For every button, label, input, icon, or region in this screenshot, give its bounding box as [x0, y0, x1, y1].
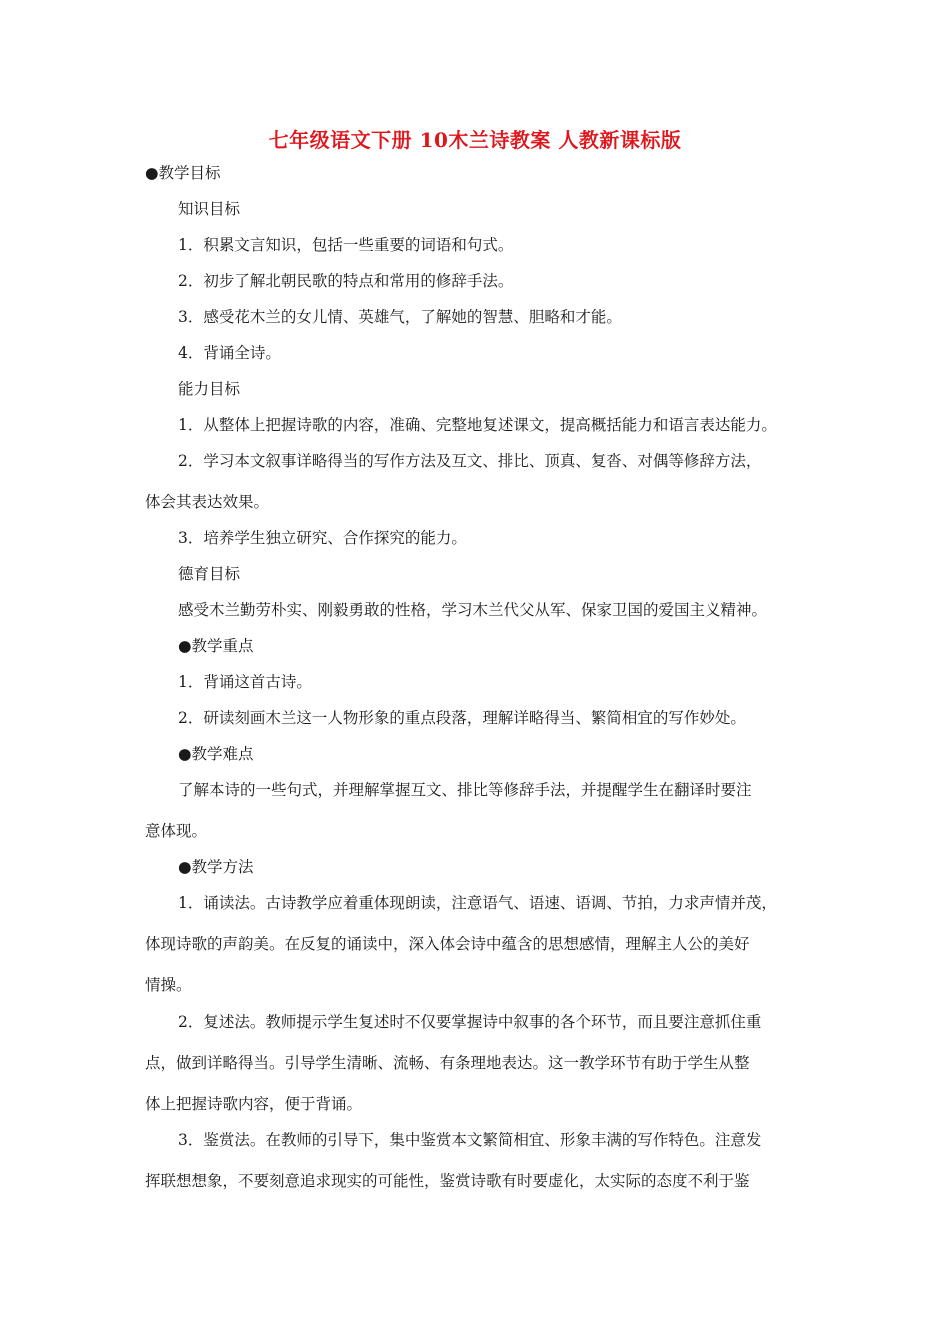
subheading-moral-goals: 德育目标 [178, 565, 241, 583]
knowledge-item-2: 2．初步了解北朝民歌的特点和常用的修辞手法。 [178, 272, 514, 290]
method-1-line-1: 1．诵读法。古诗教学应着重体现朗读，注意语气、语速、语调、节拍，力求声情并茂， [178, 894, 777, 912]
method-2-line-3: 体上把握诗歌内容，便于背诵。 [145, 1095, 363, 1113]
method-3-line-1: 3．鉴赏法。在教师的引导下，集中鉴赏本文繁简相宜、形象丰满的写作特色。注意发 [178, 1131, 762, 1149]
section-heading-difficulties: ●教学难点 [178, 745, 254, 763]
knowledge-item-4: 4．背诵全诗。 [178, 344, 281, 362]
document-title: 七年级语文下册 10木兰诗教案 人教新课标版 [268, 128, 682, 152]
knowledge-item-3: 3．感受花木兰的女儿情、英雄气，了解她的智慧、胆略和才能。 [178, 308, 622, 326]
subheading-knowledge-goals: 知识目标 [178, 200, 241, 218]
method-1-line-3: 情操。 [145, 976, 192, 994]
ability-item-3: 3．培养学生独立研究、合作探究的能力。 [178, 529, 467, 547]
ability-item-1: 1．从整体上把握诗歌的内容，准确、完整地复述课文，提高概括能力和语言表达能力。 [178, 416, 777, 434]
section-heading-key-points: ●教学重点 [178, 637, 254, 655]
key-point-1: 1．背诵这首古诗。 [178, 673, 312, 691]
ability-item-2-continued: 体会其表达效果。 [145, 493, 270, 511]
moral-goal-text: 感受木兰勤劳朴实、刚毅勇敢的性格，学习木兰代父从军、保家卫国的爱国主义精神。 [178, 601, 768, 619]
method-2-line-2: 点，做到详略得当。引导学生清晰、流畅、有条理地表达。这一教学环节有助于学生从整 [145, 1054, 750, 1072]
method-1-line-2: 体现诗歌的声韵美。在反复的诵读中，深入体会诗中蕴含的思想感情，理解主人公的美好 [145, 935, 750, 953]
section-heading-teaching-goals: ●教学目标 [145, 164, 221, 182]
knowledge-item-1: 1．积累文言知识，包括一些重要的词语和句式。 [178, 236, 514, 254]
key-point-2: 2．研读刻画木兰这一人物形象的重点段落，理解详略得当、繁简相宜的写作妙处。 [178, 709, 746, 727]
method-3-line-2: 挥联想想象，不要刻意追求现实的可能性，鉴赏诗歌有时要虚化，太实际的态度不利于鉴 [145, 1172, 750, 1190]
method-2-line-1: 2．复述法。教师提示学生复述时不仅要掌握诗中叙事的各个环节，而且要注意抓住重 [178, 1013, 762, 1031]
subheading-ability-goals: 能力目标 [178, 380, 241, 398]
ability-item-2: 2．学习本文叙事详略得当的写作方法及互文、排比、顶真、复沓、对偶等修辞方法， [178, 452, 762, 470]
difficulty-text-continued: 意体现。 [145, 822, 208, 840]
section-heading-methods: ●教学方法 [178, 858, 254, 876]
difficulty-text: 了解本诗的一些句式，并理解掌握互文、排比等修辞手法，并提醒学生在翻译时要注 [178, 781, 752, 799]
